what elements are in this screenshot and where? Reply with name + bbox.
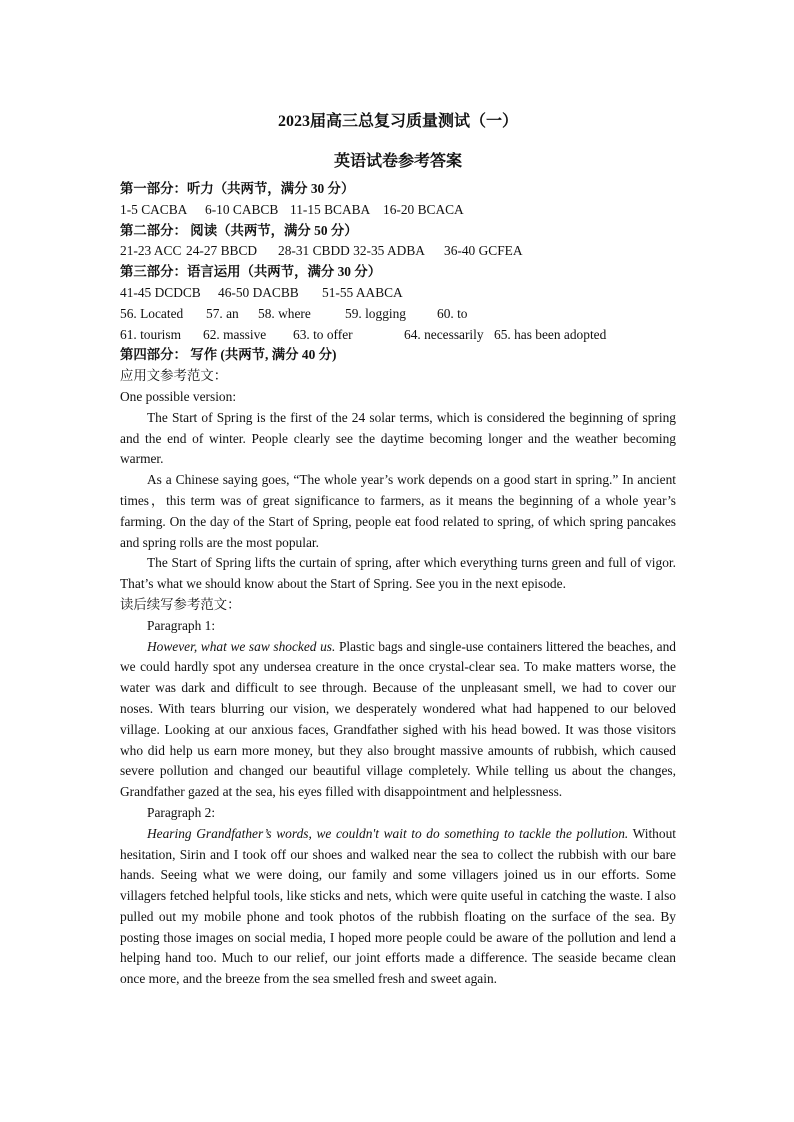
answer-group: 41-45 DCDCB (120, 284, 201, 300)
blank-answer: 57. an (206, 305, 239, 321)
blank-answer: 61. tourism (120, 326, 182, 342)
paragraph2-text: Without hesitation, Sirin and I took off our shoes and walked near the sea to collect the rubbish with our bare hands. Seeing what we were doing, our family and some villagers joined us in our efforts. Some villagers fetched helpful tools, like sticks and nets, which were quite useful in catching the waste. I also pulled out my mobile phone and took photos of the rubbish floating on the surface of the sea. By posting those images on social media, I hoped more people could be aware of the pollution and lend a helping hand too. Much to our relief, our joint efforts made a difference. The seaside became clean once more, and the breeze from the sea smelled fresh and sweet again. (120, 825, 676, 987)
part1-heading: 第一部分：听力（共两节，满分 30 分） (120, 181, 355, 196)
page-title: 2023届高三总复习质量测试（一） (277, 113, 518, 130)
paragraph2-lead: Hearing Grandfather’s words, we couldn't wait to do something to tackle the pollution. (147, 825, 629, 841)
answer-group: 24-27 BBCD (186, 243, 258, 259)
answer-group: 21-23 ACC (120, 243, 182, 259)
blank-answer: 59. logging (345, 305, 407, 321)
paragraph1-text: Plastic bags and single-use containers littered the beaches, and we could hardly spot any undersea creature in the once crystal-clear sea. To make matters worse, the water was dark and difficult to see through. Because of the unpleasant smell, we had to cover our noses. With tears blurring our vision, we desperately wondered what had happened to our beloved village. Looking at our anxious faces, Grandfather sighed with his head bowed. It was those visitors who did help us earn more money, but they also brought massive amounts of rubbish, which caused severe pollution and changed our beautiful village completely. While telling us about the changes, Grandfather gazed at the sea, his eyes filled with disappointment and helplessness. (120, 638, 676, 800)
applied-writing-label: 应用文参考范文： (120, 368, 228, 384)
applied-paragraph: The Start of Spring is the first of the 24 solar terms, which is considered the beginning of spring and the end of winter. People clearly see the daytime becoming longer and the weather becoming warmer. (120, 409, 676, 467)
part2-answers (120, 241, 676, 262)
answer-group: 28-31 CBDD 32-35 ADBA (278, 243, 425, 259)
page-subtitle: 英语试卷参考答案 (333, 153, 462, 170)
part1-answers (120, 200, 676, 221)
answer-body (120, 179, 676, 990)
applied-paragraph: As a Chinese saying goes, “The whole year’s work depends on a good start in spring.” In ancient times，this term was of great significance to farmers, as it means the beginning of a whole year’s farming. On the day of the Start of Spring, people eat food related to spring, of which spring pancakes and spring rolls are the most popular. (120, 472, 676, 550)
blank-answer: 60. to (437, 305, 468, 321)
answer-group: 16-20 BCACA (383, 201, 464, 217)
applied-paragraph: The Start of Spring lifts the curtain of spring, after which everything turns green and full of vigor. That’s what we should know about the Start of Spring. See you in the next episode. (120, 555, 676, 592)
paragraph2-label: Paragraph 2: (147, 804, 216, 820)
blank-answer: 56. Located (120, 305, 184, 321)
part3-answers (120, 283, 676, 304)
answer-group: 11-15 BCABA (290, 201, 371, 217)
answer-group: 6-10 CABCB (205, 201, 279, 217)
answer-group: 36-40 GCFEA (444, 243, 523, 259)
answer-group: 46-50 DACBB (218, 284, 299, 300)
version-label: One possible version: (120, 388, 237, 404)
part3-blanks-row1 (120, 304, 676, 325)
part4-heading: 第四部分： 写作 (共两节, 满分 40 分) (120, 347, 337, 363)
blank-answer: 63. to offer (293, 326, 353, 342)
blank-answer: 64. necessarily (404, 326, 484, 342)
answer-group: 51-55 AABCA (322, 284, 403, 300)
continuation-writing-label: 读后续写参考范文： (120, 596, 241, 612)
paragraph1-label: Paragraph 1: (147, 617, 216, 633)
part2-heading: 第二部分： 阅读（共两节，满分 50 分） (120, 222, 358, 238)
blank-answer: 65. has been adopted (494, 326, 607, 342)
part3-heading: 第三部分：语言运用（共两节，满分 30 分） (120, 264, 382, 280)
blank-answer: 62. massive (203, 326, 267, 342)
part3-blanks-row2 (120, 325, 676, 346)
continuation-paragraph-2 (120, 824, 676, 990)
continuation-paragraph-1 (120, 637, 676, 803)
answer-group: 1-5 CACBA (120, 201, 188, 217)
blank-answer: 58. where (258, 305, 311, 321)
paragraph1-lead: However, what we saw shocked us. (147, 638, 336, 654)
